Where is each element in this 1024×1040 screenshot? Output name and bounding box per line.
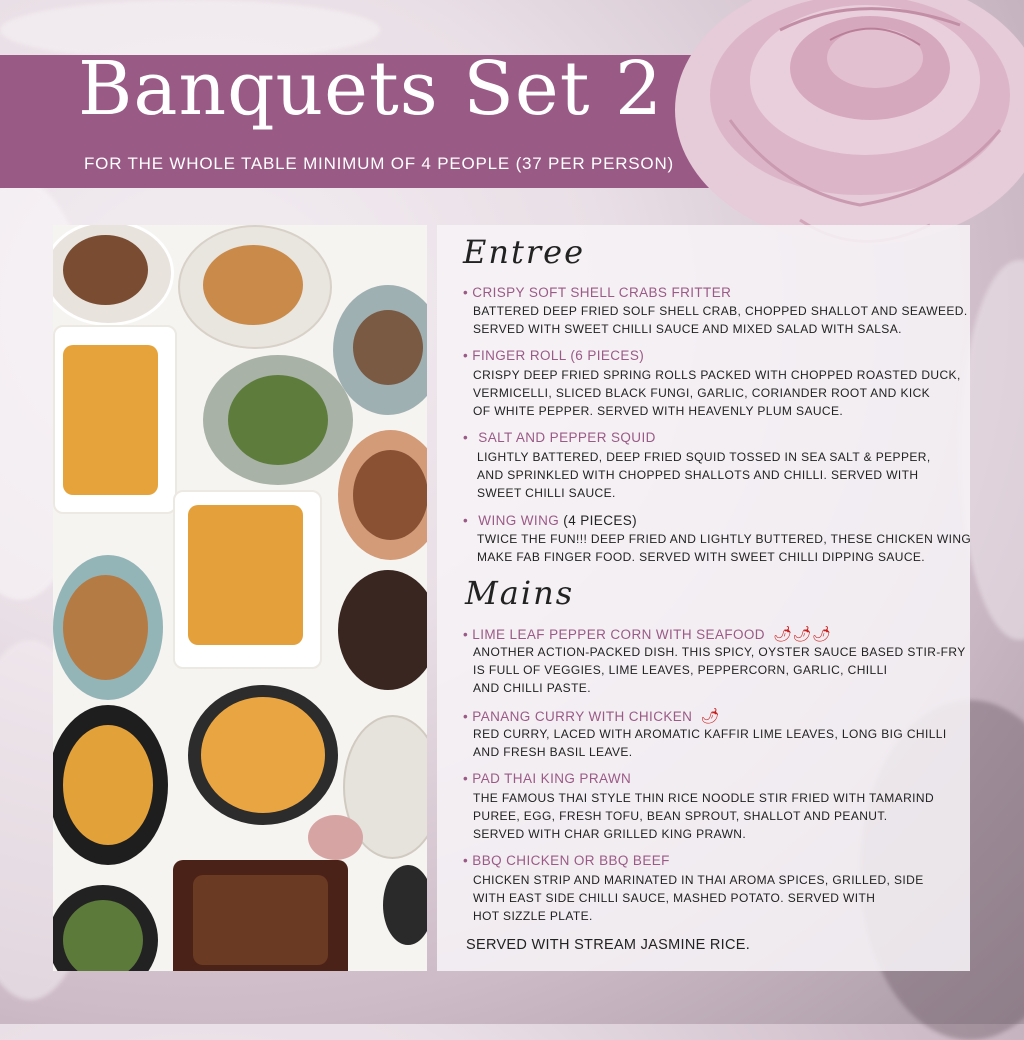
description-line: PUREE, EGG, FRESH TOFU, BEAN SPROUT, SHALLOT AND PEANUT. [473, 809, 888, 823]
dish-plate [203, 245, 303, 325]
entree-item-title [463, 513, 637, 528]
item-name: SALT AND PEPPER SQUID [478, 430, 656, 445]
bullet: • [463, 709, 469, 724]
bullet: • [463, 430, 469, 445]
mains-item-title [463, 771, 631, 786]
entree-item-description [473, 302, 968, 338]
bullet: • [463, 285, 469, 300]
description-line: SERVED WITH CHAR GRILLED KING PRAWN. [473, 827, 747, 841]
description-line: CHICKEN STRIP AND MARINATED IN THAI AROMA SPICES, GRILLED, SIDE [473, 873, 924, 887]
mains-item-title [463, 853, 670, 868]
dish-plate [201, 697, 325, 813]
dish-plate [188, 505, 303, 645]
bullet: • [463, 513, 469, 528]
dish-plate [338, 570, 427, 690]
description-line: CRISPY DEEP FRIED SPRING ROLLS PACKED WITH CHOPPED ROASTED DUCK, [473, 368, 961, 382]
description-line: WITH EAST SIDE CHILLI SAUCE, MASHED POTATO. SERVED WITH [473, 891, 876, 905]
entree-item-description [477, 448, 931, 502]
entree-item-title [463, 430, 656, 445]
entree-item-title [463, 285, 731, 300]
entree-item-description [473, 366, 961, 420]
dish-plate [383, 865, 427, 945]
item-name: BBQ CHICKEN OR BBQ BEEF [472, 853, 670, 868]
dish-plate [63, 575, 148, 680]
description-line: VERMICELLI, SLICED BLACK FUNGI, GARLIC, CORIANDER ROOT AND KICK [473, 386, 931, 400]
description-line: AND SPRINKLED WITH CHOPPED SHALLOTS AND CHILLI. SERVED WITH [477, 468, 919, 482]
description-line: AND FRESH BASIL LEAVE. [473, 745, 633, 759]
entree-heading: Entree [463, 233, 585, 271]
mains-item-description [473, 643, 966, 697]
page-title: Banquets Set 2 [78, 46, 664, 132]
dish-plate [353, 450, 427, 540]
description-line: ANOTHER ACTION-PACKED DISH. THIS SPICY, OYSTER SAUCE BASED STIR-FRY [473, 645, 966, 659]
dish-plate [308, 815, 363, 860]
description-line: HOT SIZZLE PLATE. [473, 909, 593, 923]
description-line: SWEET CHILLI SAUCE. [477, 486, 616, 500]
bullet: • [463, 771, 469, 786]
entree-item-title [463, 348, 644, 363]
item-name: FINGER ROLL (6 PIECES) [472, 348, 645, 363]
mains-item-description [473, 871, 924, 925]
item-name: CRISPY SOFT SHELL CRABS FRITTER [472, 285, 732, 300]
description-line: AND CHILLI PASTE. [473, 681, 591, 695]
description-line: TWICE THE FUN!!! DEEP FRIED AND LIGHTLY BUTTERED, THESE CHICKEN WING [477, 532, 972, 546]
dish-plate [63, 235, 148, 305]
mains-item-title [463, 707, 720, 725]
rose-illustration [660, 0, 1024, 260]
chilli-icon: 🌶🌶🌶 [773, 626, 832, 643]
item-name: PANANG CURRY WITH CHICKEN [472, 709, 693, 724]
item-portion: (4 PIECES) [563, 513, 638, 528]
dish-plate [63, 345, 158, 495]
dish-plate [193, 875, 328, 965]
description-line: RED CURRY, LACED WITH AROMATIC KAFFIR LIME LEAVES, LONG BIG CHILLI [473, 727, 947, 741]
mains-heading: Mains [465, 574, 575, 612]
item-name: WING WING [478, 513, 560, 528]
bullet: • [463, 853, 469, 868]
description-line: THE FAMOUS THAI STYLE THIN RICE NOODLE STIR FRIED WITH TAMARIND [473, 791, 935, 805]
entree-item-description [477, 530, 971, 566]
dish-plate [228, 375, 328, 465]
item-name: LIME LEAF PEPPER CORN WITH SEAFOOD [472, 627, 765, 642]
page-subtitle: FOR THE WHOLE TABLE MINIMUM OF 4 PEOPLE (37 PER PERSON) [84, 154, 674, 173]
dish-plate [353, 310, 423, 385]
bullet: • [463, 348, 469, 363]
description-line: OF WHITE PEPPER. SERVED WITH HEAVENLY PLUM SAUCE. [473, 404, 844, 418]
description-line: LIGHTLY BATTERED, DEEP FRIED SQUID TOSSED IN SEA SALT & PEPPER, [477, 450, 931, 464]
mains-item-description [473, 789, 934, 843]
chilli-icon: 🌶 [700, 708, 720, 725]
item-name: PAD THAI KING PRAWN [472, 771, 632, 786]
footer-note: SERVED WITH STREAM JASMINE RICE. [466, 937, 751, 953]
description-line: MAKE FAB FINGER FOOD. SERVED WITH SWEET CHILLI DIPPING SAUCE. [477, 550, 926, 564]
mains-item-description [473, 725, 947, 761]
description-line: BATTERED DEEP FRIED SOLF SHELL CRAB, CHOPPED SHALLOT AND SEAWEED. [473, 304, 968, 318]
dish-plate [63, 900, 143, 971]
description-line: SERVED WITH SWEET CHILLI SAUCE AND MIXED SALAD WITH SALSA. [473, 322, 902, 336]
mains-item-title [463, 625, 831, 643]
bullet: • [463, 627, 469, 642]
food-photo [53, 225, 427, 971]
description-line: IS FULL OF VEGGIES, LIME LEAVES, PEPPERCORN, GARLIC, CHILLI [473, 663, 888, 677]
dish-plate [63, 725, 153, 845]
